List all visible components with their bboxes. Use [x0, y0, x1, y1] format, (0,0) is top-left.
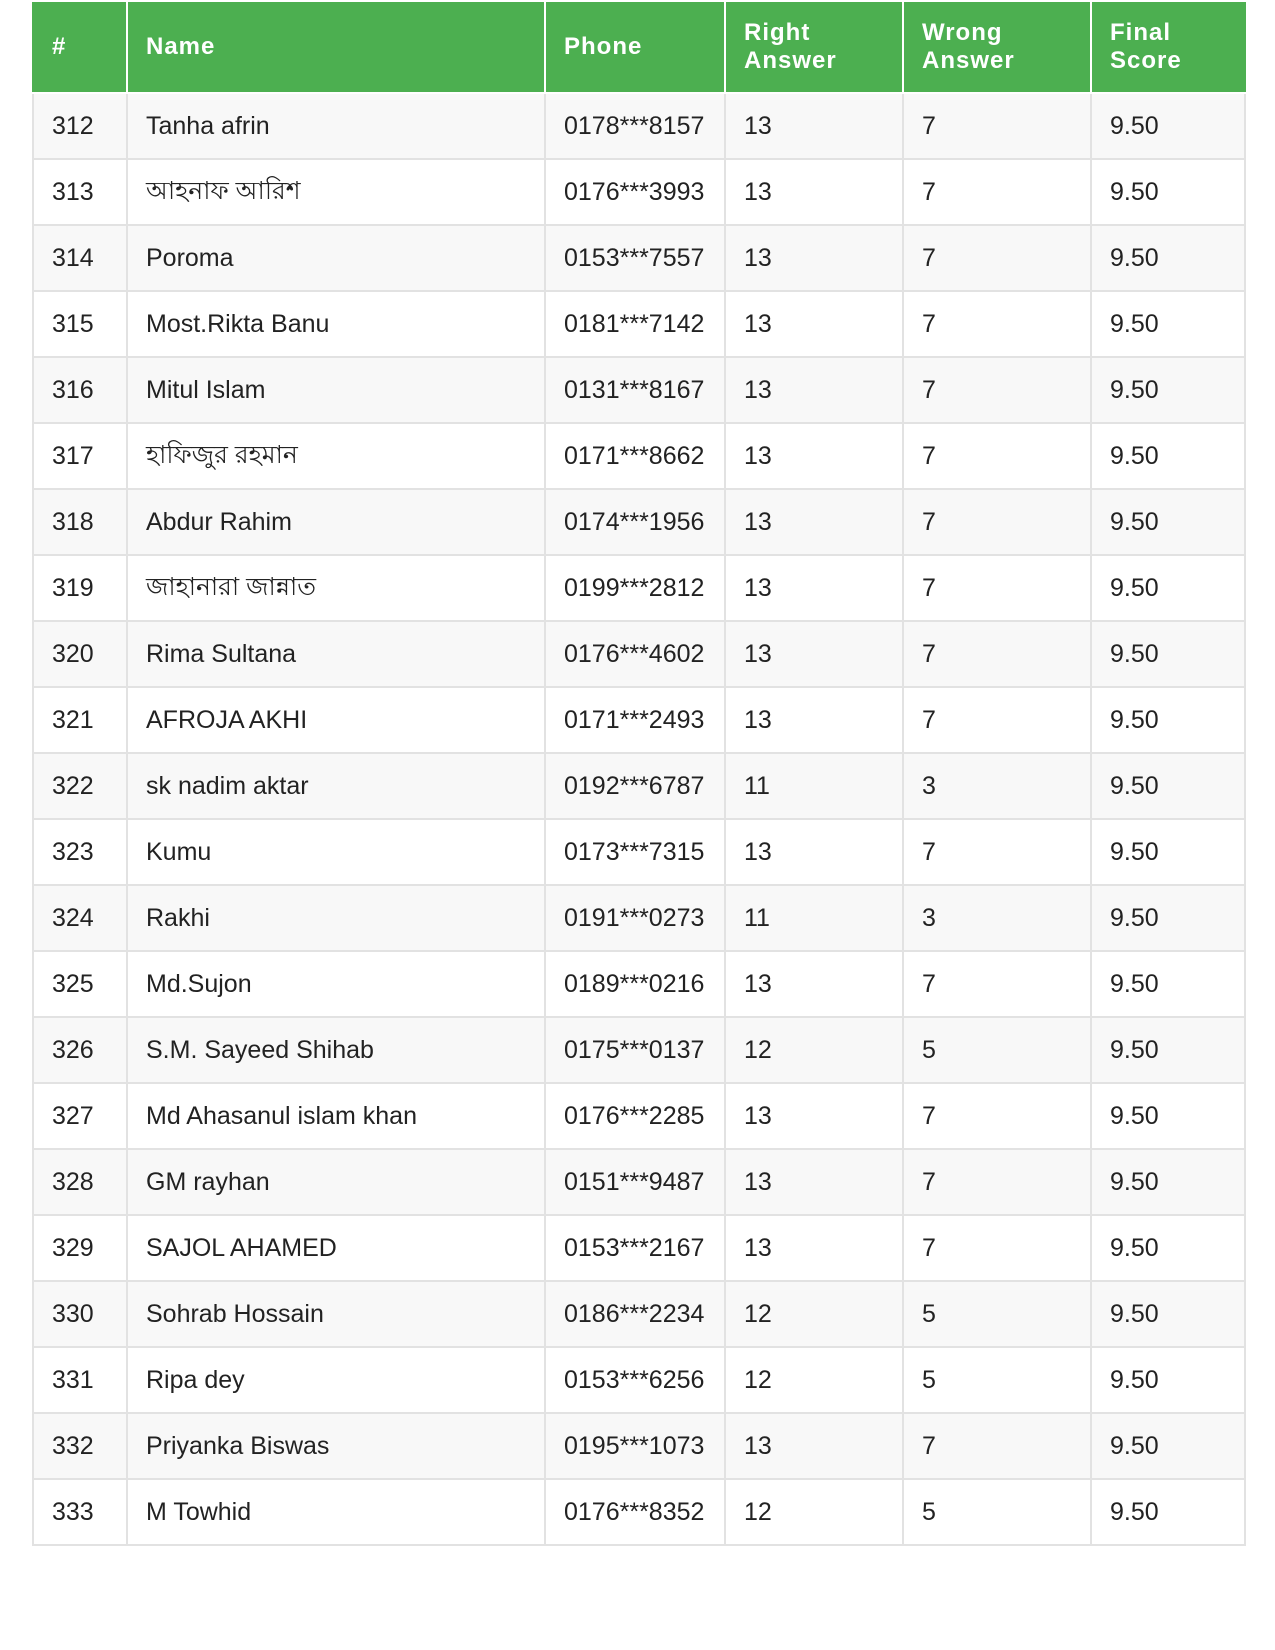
cell-phone: 0153***7557 — [545, 225, 725, 291]
cell-right-answer: 13 — [725, 1413, 903, 1479]
header-name: Name — [127, 2, 545, 93]
cell-right-answer: 13 — [725, 423, 903, 489]
cell-wrong-answer: 7 — [903, 93, 1091, 159]
cell-final-score: 9.50 — [1091, 885, 1245, 951]
cell-final-score: 9.50 — [1091, 1281, 1245, 1347]
cell-name: Sohrab Hossain — [127, 1281, 545, 1347]
table-row — [33, 159, 1245, 225]
table-row — [33, 687, 1245, 753]
table-header — [33, 2, 1245, 93]
table-row — [33, 1083, 1245, 1149]
cell-name: Poroma — [127, 225, 545, 291]
cell-number: 320 — [33, 621, 127, 687]
table-row — [33, 1215, 1245, 1281]
cell-phone: 0186***2234 — [545, 1281, 725, 1347]
cell-name: Mitul Islam — [127, 357, 545, 423]
cell-phone: 0174***1956 — [545, 489, 725, 555]
cell-wrong-answer: 7 — [903, 1413, 1091, 1479]
cell-number: 326 — [33, 1017, 127, 1083]
cell-right-answer: 13 — [725, 621, 903, 687]
cell-number: 317 — [33, 423, 127, 489]
cell-number: 327 — [33, 1083, 127, 1149]
cell-wrong-answer: 7 — [903, 423, 1091, 489]
table-row — [33, 753, 1245, 819]
cell-wrong-answer: 7 — [903, 687, 1091, 753]
cell-right-answer: 13 — [725, 555, 903, 621]
table-row — [33, 885, 1245, 951]
table-row — [33, 357, 1245, 423]
cell-final-score: 9.50 — [1091, 951, 1245, 1017]
cell-phone: 0173***7315 — [545, 819, 725, 885]
cell-name: M Towhid — [127, 1479, 545, 1545]
cell-wrong-answer: 7 — [903, 555, 1091, 621]
cell-right-answer: 13 — [725, 159, 903, 225]
cell-right-answer: 12 — [725, 1479, 903, 1545]
cell-wrong-answer: 7 — [903, 489, 1091, 555]
cell-phone: 0171***2493 — [545, 687, 725, 753]
cell-name: আহনাফ আরিশ — [127, 159, 545, 225]
cell-right-answer: 12 — [725, 1281, 903, 1347]
table-row — [33, 1281, 1245, 1347]
cell-number: 319 — [33, 555, 127, 621]
header-wrong-answer: Wrong Answer — [903, 2, 1091, 93]
cell-name: Kumu — [127, 819, 545, 885]
cell-name: GM rayhan — [127, 1149, 545, 1215]
cell-name: Tanha afrin — [127, 93, 545, 159]
cell-final-score: 9.50 — [1091, 423, 1245, 489]
cell-name: হাফিজুর রহমান — [127, 423, 545, 489]
cell-final-score: 9.50 — [1091, 687, 1245, 753]
table-row — [33, 1017, 1245, 1083]
cell-name: Abdur Rahim — [127, 489, 545, 555]
cell-final-score: 9.50 — [1091, 1149, 1245, 1215]
cell-name: Md.Sujon — [127, 951, 545, 1017]
cell-right-answer: 13 — [725, 1083, 903, 1149]
table-row — [33, 93, 1245, 159]
table-row — [33, 819, 1245, 885]
cell-wrong-answer: 5 — [903, 1479, 1091, 1545]
table-row — [33, 1479, 1245, 1545]
cell-phone: 0151***9487 — [545, 1149, 725, 1215]
cell-phone: 0153***6256 — [545, 1347, 725, 1413]
cell-wrong-answer: 7 — [903, 1083, 1091, 1149]
results-table — [32, 2, 1246, 1546]
cell-final-score: 9.50 — [1091, 753, 1245, 819]
cell-wrong-answer: 7 — [903, 819, 1091, 885]
cell-phone: 0178***8157 — [545, 93, 725, 159]
cell-final-score: 9.50 — [1091, 555, 1245, 621]
cell-final-score: 9.50 — [1091, 1347, 1245, 1413]
cell-right-answer: 13 — [725, 687, 903, 753]
cell-wrong-answer: 5 — [903, 1347, 1091, 1413]
cell-name: Most.Rikta Banu — [127, 291, 545, 357]
cell-name: sk nadim aktar — [127, 753, 545, 819]
cell-final-score: 9.50 — [1091, 819, 1245, 885]
cell-right-answer: 13 — [725, 489, 903, 555]
cell-number: 322 — [33, 753, 127, 819]
header-phone: Phone — [545, 2, 725, 93]
cell-final-score: 9.50 — [1091, 1479, 1245, 1545]
table-body — [33, 93, 1245, 1545]
cell-number: 318 — [33, 489, 127, 555]
cell-phone: 0171***8662 — [545, 423, 725, 489]
cell-phone: 0175***0137 — [545, 1017, 725, 1083]
cell-phone: 0176***8352 — [545, 1479, 725, 1545]
cell-name: SAJOL AHAMED — [127, 1215, 545, 1281]
cell-number: 325 — [33, 951, 127, 1017]
table-row — [33, 951, 1245, 1017]
table-row — [33, 489, 1245, 555]
cell-wrong-answer: 5 — [903, 1281, 1091, 1347]
cell-number: 323 — [33, 819, 127, 885]
cell-number: 315 — [33, 291, 127, 357]
cell-phone: 0131***8167 — [545, 357, 725, 423]
cell-final-score: 9.50 — [1091, 357, 1245, 423]
cell-right-answer: 13 — [725, 225, 903, 291]
cell-final-score: 9.50 — [1091, 225, 1245, 291]
cell-right-answer: 13 — [725, 951, 903, 1017]
cell-name: Rima Sultana — [127, 621, 545, 687]
cell-wrong-answer: 7 — [903, 1149, 1091, 1215]
cell-wrong-answer: 7 — [903, 291, 1091, 357]
cell-number: 316 — [33, 357, 127, 423]
cell-wrong-answer: 7 — [903, 621, 1091, 687]
header-number: # — [33, 2, 127, 93]
cell-right-answer: 13 — [725, 357, 903, 423]
cell-number: 312 — [33, 93, 127, 159]
cell-number: 314 — [33, 225, 127, 291]
cell-name: Priyanka Biswas — [127, 1413, 545, 1479]
cell-phone: 0176***3993 — [545, 159, 725, 225]
cell-final-score: 9.50 — [1091, 159, 1245, 225]
cell-phone: 0191***0273 — [545, 885, 725, 951]
cell-number: 333 — [33, 1479, 127, 1545]
cell-number: 331 — [33, 1347, 127, 1413]
cell-name: AFROJA AKHI — [127, 687, 545, 753]
cell-phone: 0176***2285 — [545, 1083, 725, 1149]
cell-right-answer: 13 — [725, 93, 903, 159]
cell-right-answer: 13 — [725, 819, 903, 885]
cell-number: 321 — [33, 687, 127, 753]
cell-number: 330 — [33, 1281, 127, 1347]
cell-name: জাহানারা জান্নাত — [127, 555, 545, 621]
cell-name: Ripa dey — [127, 1347, 545, 1413]
cell-number: 313 — [33, 159, 127, 225]
cell-final-score: 9.50 — [1091, 1215, 1245, 1281]
table-row — [33, 423, 1245, 489]
cell-right-answer: 13 — [725, 291, 903, 357]
table-row — [33, 291, 1245, 357]
cell-phone: 0195***1073 — [545, 1413, 725, 1479]
cell-phone: 0176***4602 — [545, 621, 725, 687]
cell-final-score: 9.50 — [1091, 291, 1245, 357]
cell-right-answer: 13 — [725, 1149, 903, 1215]
cell-final-score: 9.50 — [1091, 93, 1245, 159]
cell-number: 329 — [33, 1215, 127, 1281]
cell-final-score: 9.50 — [1091, 1413, 1245, 1479]
cell-number: 328 — [33, 1149, 127, 1215]
table-row — [33, 1149, 1245, 1215]
table-row — [33, 1347, 1245, 1413]
table-row — [33, 555, 1245, 621]
table-row — [33, 225, 1245, 291]
cell-right-answer: 13 — [725, 1215, 903, 1281]
cell-wrong-answer: 3 — [903, 753, 1091, 819]
cell-phone: 0189***0216 — [545, 951, 725, 1017]
cell-wrong-answer: 5 — [903, 1017, 1091, 1083]
table-row — [33, 621, 1245, 687]
cell-wrong-answer: 7 — [903, 159, 1091, 225]
cell-phone: 0153***2167 — [545, 1215, 725, 1281]
cell-final-score: 9.50 — [1091, 621, 1245, 687]
cell-wrong-answer: 7 — [903, 357, 1091, 423]
cell-wrong-answer: 7 — [903, 225, 1091, 291]
header-row — [33, 2, 1245, 93]
cell-final-score: 9.50 — [1091, 1083, 1245, 1149]
cell-phone: 0192***6787 — [545, 753, 725, 819]
cell-wrong-answer: 7 — [903, 1215, 1091, 1281]
table-row — [33, 1413, 1245, 1479]
cell-right-answer: 11 — [725, 885, 903, 951]
cell-number: 332 — [33, 1413, 127, 1479]
cell-right-answer: 12 — [725, 1347, 903, 1413]
cell-phone: 0181***7142 — [545, 291, 725, 357]
cell-name: S.M. Sayeed Shihab — [127, 1017, 545, 1083]
cell-number: 324 — [33, 885, 127, 951]
cell-name: Md Ahasanul islam khan — [127, 1083, 545, 1149]
cell-phone: 0199***2812 — [545, 555, 725, 621]
cell-right-answer: 11 — [725, 753, 903, 819]
cell-final-score: 9.50 — [1091, 1017, 1245, 1083]
cell-right-answer: 12 — [725, 1017, 903, 1083]
cell-final-score: 9.50 — [1091, 489, 1245, 555]
cell-wrong-answer: 7 — [903, 951, 1091, 1017]
header-final-score: Final Score — [1091, 2, 1245, 93]
header-right-answer: Right Answer — [725, 2, 903, 93]
cell-name: Rakhi — [127, 885, 545, 951]
cell-wrong-answer: 3 — [903, 885, 1091, 951]
